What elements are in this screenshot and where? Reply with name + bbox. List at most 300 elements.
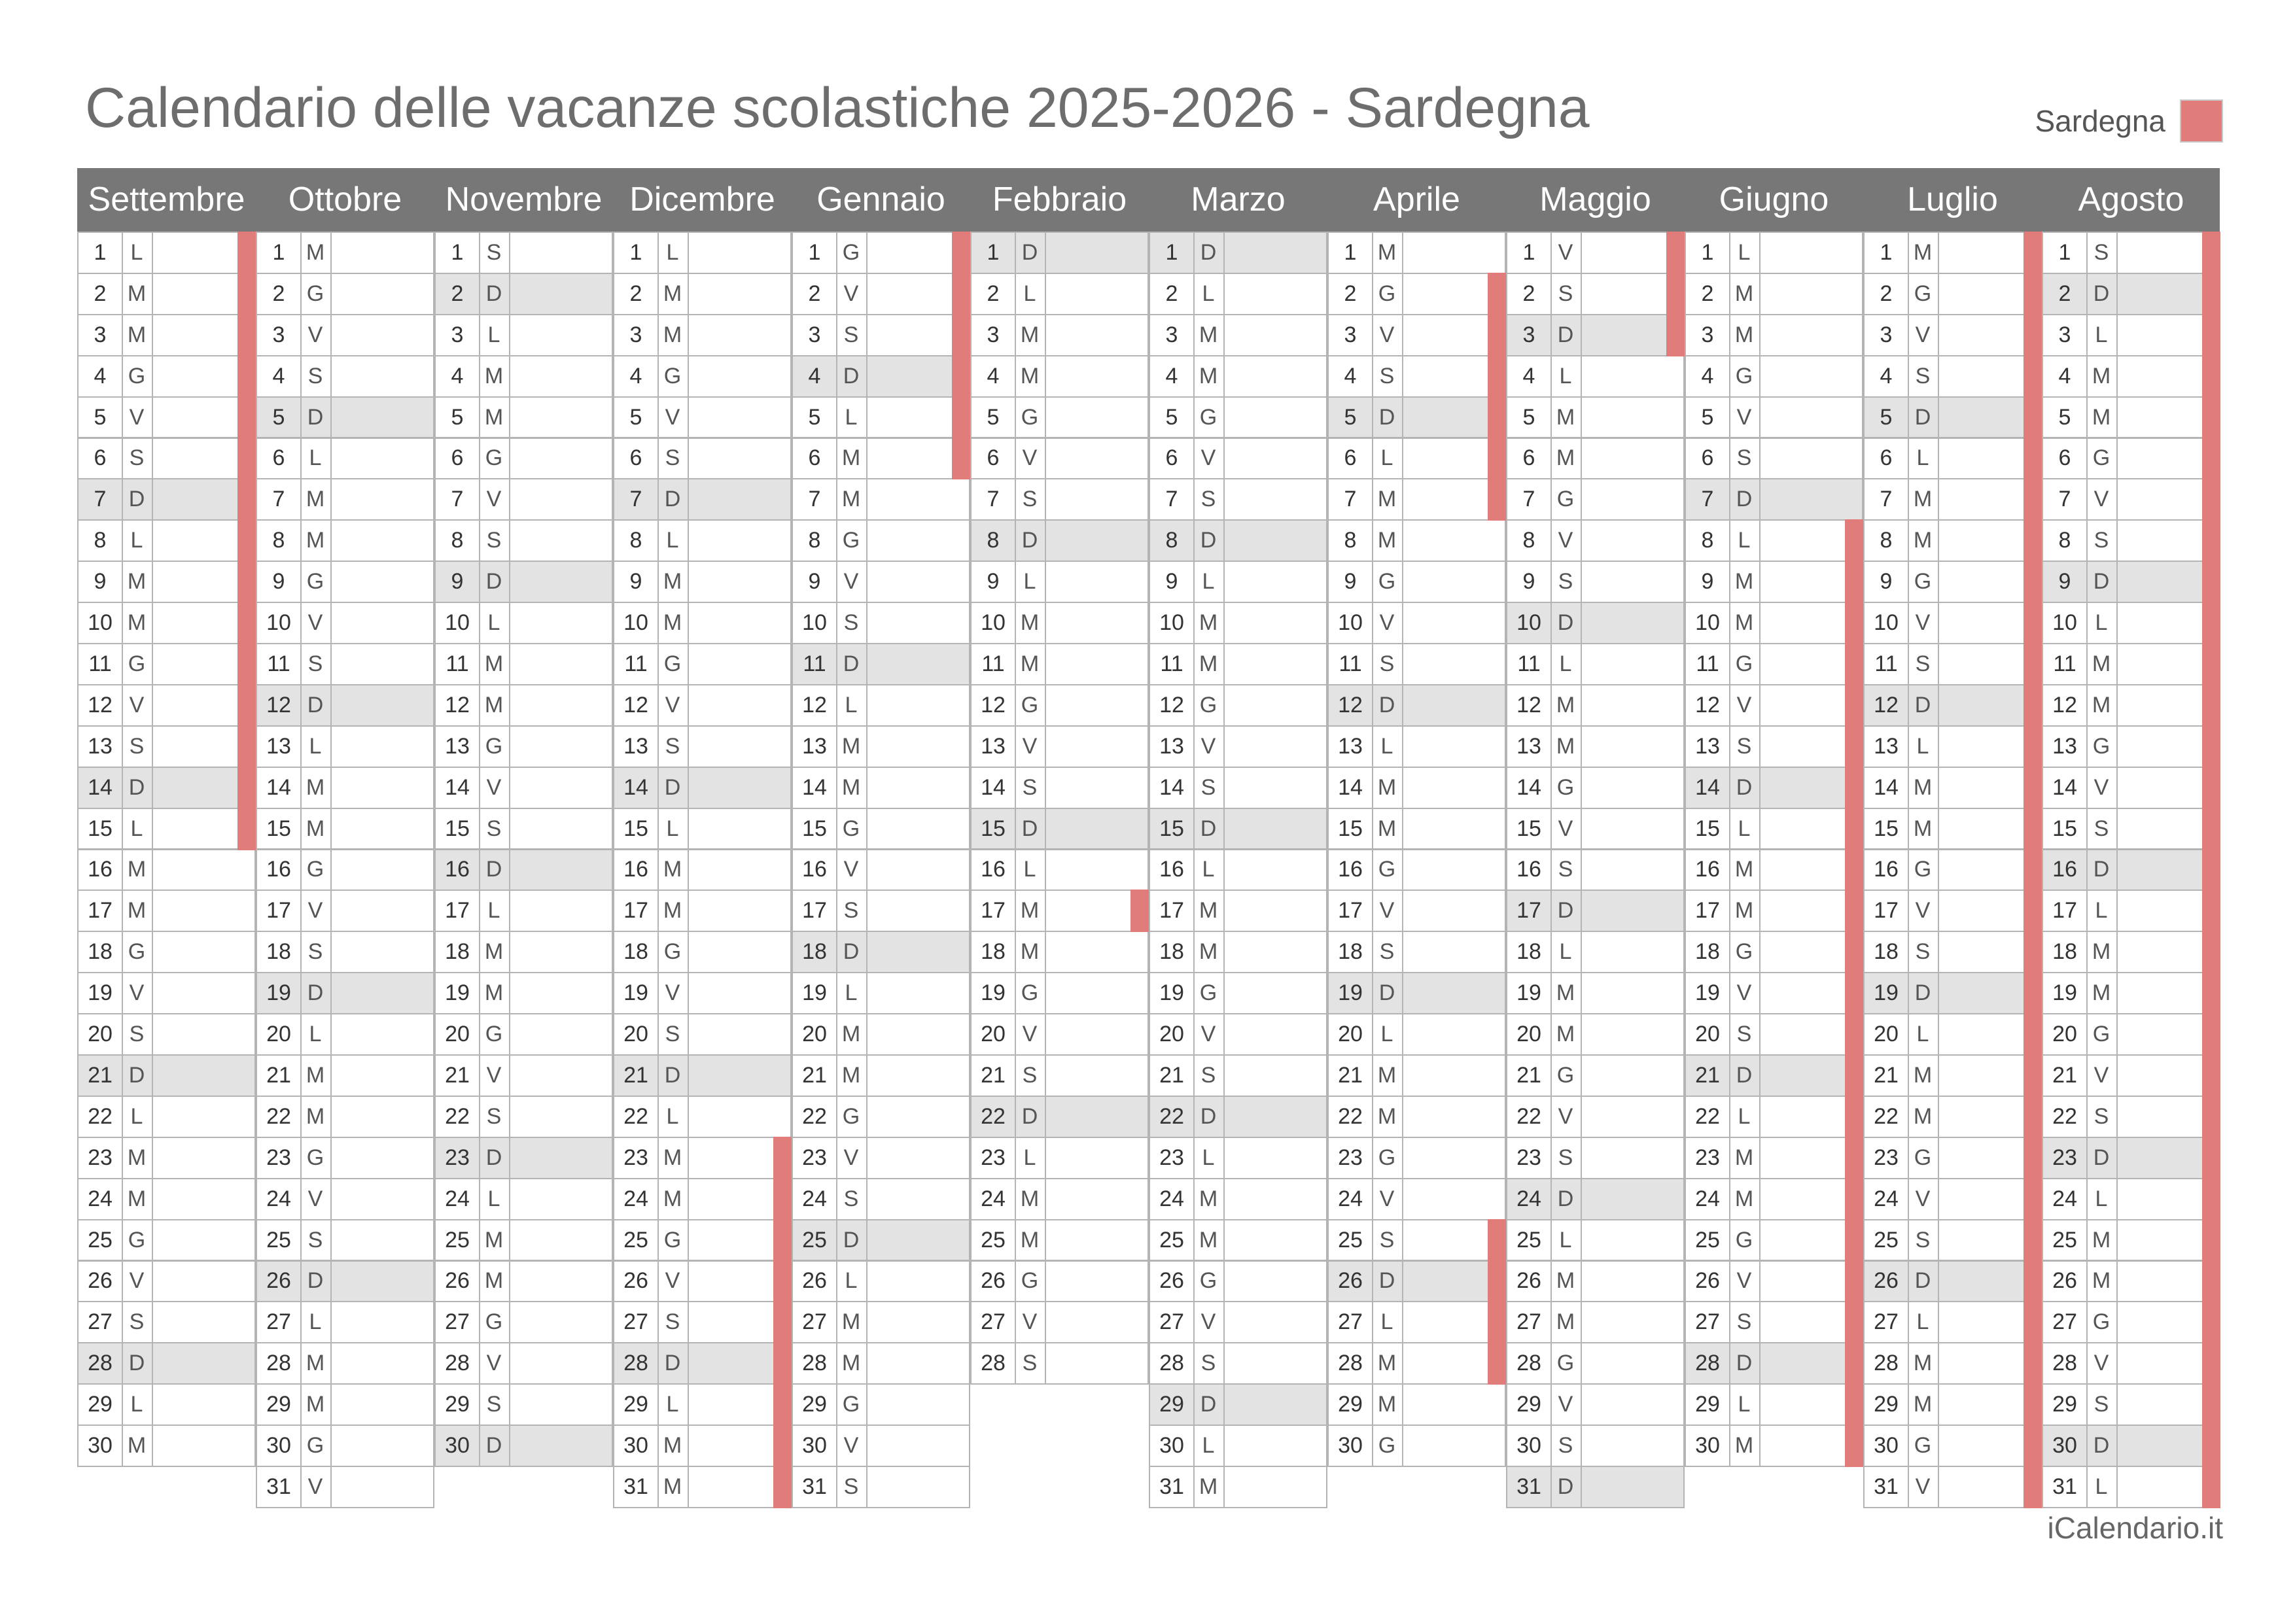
day-number: 26 <box>266 1268 291 1294</box>
month-header-aprile: Aprile <box>1373 181 1460 218</box>
day-number: 21 <box>981 1062 1006 1088</box>
day-cell <box>256 643 434 685</box>
day-number: 27 <box>2052 1309 2077 1335</box>
day-number: 8 <box>2058 528 2071 553</box>
day-cell <box>1506 684 1685 727</box>
day-cell <box>1506 355 1685 398</box>
day-letter: M <box>1913 816 1933 841</box>
month-header-gennaio: Gennaio <box>816 181 945 218</box>
day-cell <box>1863 1466 2042 1508</box>
day-cell <box>1863 972 2042 1014</box>
day-letter: M <box>306 1062 325 1088</box>
day-cell <box>256 1383 434 1426</box>
day-letter: V <box>1736 404 1752 430</box>
day-cell <box>2042 561 2220 603</box>
day-letter: G <box>1556 1351 1575 1376</box>
month-header-giugno: Giugno <box>1719 181 1829 218</box>
day-letter: M <box>1556 733 1575 759</box>
day-letter: M <box>1913 1062 1933 1088</box>
day-number: 27 <box>88 1309 113 1335</box>
day-cell <box>434 1096 613 1138</box>
day-number: 5 <box>1165 404 1178 430</box>
day-letter: M <box>1913 487 1933 512</box>
day-number: 17 <box>1338 898 1363 924</box>
day-number: 28 <box>1159 1351 1184 1376</box>
day-number: 11 <box>1339 651 1362 676</box>
day-number: 10 <box>802 610 827 636</box>
day-letter: L <box>130 528 143 553</box>
day-cell <box>2042 355 2220 398</box>
day-letter: L <box>845 1268 858 1294</box>
day-cell <box>1863 767 2042 809</box>
day-letter: M <box>306 1103 325 1129</box>
day-cell <box>1149 1013 1327 1056</box>
day-cell <box>1863 684 2042 727</box>
day-letter: S <box>129 1022 145 1047</box>
day-letter: L <box>666 1103 679 1129</box>
day-letter: V <box>1915 1186 1931 1211</box>
day-letter: D <box>307 692 324 717</box>
day-letter: D <box>1914 692 1931 717</box>
day-letter: S <box>1736 445 1752 471</box>
day-number: 15 <box>1695 816 1720 841</box>
day-number: 7 <box>2058 487 2071 512</box>
day-cell <box>1327 273 1506 315</box>
day-letter: G <box>1556 774 1575 800</box>
day-letter: G <box>2092 1022 2111 1047</box>
day-letter: M <box>1199 939 1218 965</box>
day-number: 18 <box>1516 939 1541 965</box>
day-number: 11 <box>88 651 112 676</box>
day-number: 19 <box>1874 980 1899 1006</box>
day-number: 9 <box>272 569 285 595</box>
day-letter: S <box>1736 1309 1752 1335</box>
day-cell <box>2042 1260 2220 1303</box>
day-letter: G <box>128 651 146 676</box>
day-number: 25 <box>266 1227 291 1253</box>
day-number: 27 <box>1516 1309 1541 1335</box>
day-letter: G <box>842 816 860 841</box>
day-letter: S <box>129 1309 145 1335</box>
day-cell <box>1863 1013 2042 1056</box>
day-letter: V <box>129 1268 145 1294</box>
day-number: 5 <box>451 404 464 430</box>
day-number: 12 <box>981 692 1006 717</box>
day-number: 27 <box>981 1309 1006 1335</box>
day-number: 15 <box>2052 816 2077 841</box>
day-cell <box>1685 1260 1863 1303</box>
day-cell <box>613 1301 792 1343</box>
day-number: 15 <box>1516 816 1541 841</box>
day-letter: M <box>1020 1186 1040 1211</box>
day-letter: V <box>129 692 145 717</box>
day-number: 11 <box>1874 651 1898 676</box>
day-cell <box>1149 1425 1327 1467</box>
day-cell <box>792 643 970 685</box>
day-cell <box>1863 314 2042 356</box>
day-letter: M <box>306 1351 325 1376</box>
day-number: 11 <box>267 651 290 676</box>
day-cell <box>1685 232 1863 274</box>
day-letter: D <box>1200 816 1217 841</box>
day-number: 20 <box>2052 1022 2077 1047</box>
day-number: 9 <box>1701 569 1714 595</box>
day-number: 24 <box>802 1186 827 1211</box>
day-cell <box>1863 931 2042 973</box>
day-letter: M <box>1199 1227 1218 1253</box>
day-cell <box>792 1178 970 1220</box>
day-number: 13 <box>1338 733 1363 759</box>
day-number: 5 <box>987 404 1000 430</box>
day-letter: D <box>664 1062 681 1088</box>
day-cell <box>1327 314 1506 356</box>
day-letter: L <box>309 1022 322 1047</box>
day-number: 5 <box>808 404 821 430</box>
day-cell <box>1327 1383 1506 1426</box>
day-letter: G <box>1021 980 1039 1006</box>
day-letter: S <box>129 445 145 471</box>
day-letter: S <box>1022 1351 1038 1376</box>
day-cell <box>1685 438 1863 480</box>
day-number: 1 <box>987 239 1000 265</box>
day-cell <box>2042 808 2220 850</box>
day-number: 10 <box>1516 610 1541 636</box>
day-cell <box>1149 1342 1327 1385</box>
day-cell <box>2042 931 2220 973</box>
day-cell <box>2042 890 2220 932</box>
day-cell <box>2042 725 2220 768</box>
day-cell <box>1506 232 1685 274</box>
day-letter: M <box>1556 980 1575 1006</box>
day-cell <box>1327 1301 1506 1343</box>
day-number: 30 <box>1874 1433 1899 1459</box>
day-number: 17 <box>1695 898 1720 924</box>
day-letter: V <box>1200 445 1216 471</box>
day-number: 20 <box>623 1022 648 1047</box>
day-cell <box>1149 643 1327 685</box>
day-number: 4 <box>1165 363 1178 389</box>
day-number: 5 <box>1344 404 1357 430</box>
day-number: 24 <box>1695 1186 1720 1211</box>
day-number: 23 <box>1516 1145 1541 1170</box>
day-number: 6 <box>1880 445 1893 471</box>
day-cell <box>434 684 613 727</box>
day-number: 22 <box>2052 1103 2077 1129</box>
vacation-bar <box>952 232 970 479</box>
day-number: 12 <box>1516 692 1541 717</box>
day-number: 28 <box>1874 1351 1899 1376</box>
day-number: 14 <box>1159 774 1184 800</box>
day-cell <box>434 1383 613 1426</box>
day-letter: M <box>1020 651 1040 676</box>
day-letter: V <box>1915 898 1931 924</box>
day-cell <box>1506 602 1685 644</box>
day-letter: L <box>130 1103 143 1129</box>
day-cell <box>434 561 613 603</box>
day-cell <box>1149 1219 1327 1262</box>
day-letter: M <box>306 528 325 553</box>
day-letter: D <box>1021 816 1038 841</box>
day-cell <box>1327 725 1506 768</box>
day-letter: M <box>1913 528 1933 553</box>
day-letter: V <box>1915 1474 1931 1499</box>
day-number: 7 <box>1344 487 1357 512</box>
day-letter: M <box>1199 363 1218 389</box>
day-cell <box>792 561 970 603</box>
day-letter: S <box>1022 774 1038 800</box>
day-number: 17 <box>88 898 113 924</box>
day-cell <box>1685 273 1863 315</box>
day-letter: L <box>1738 816 1751 841</box>
day-number: 25 <box>88 1227 113 1253</box>
day-cell <box>970 808 1149 850</box>
day-cell <box>256 1342 434 1385</box>
day-letter: D <box>2093 1433 2110 1459</box>
day-cell <box>613 1342 792 1385</box>
day-letter: M <box>484 939 504 965</box>
day-cell <box>1685 808 1863 850</box>
day-cell <box>77 561 256 603</box>
day-letter: V <box>486 1062 502 1088</box>
day-cell <box>1149 1260 1327 1303</box>
day-letter: G <box>663 651 682 676</box>
day-letter: S <box>665 445 680 471</box>
day-cell <box>1506 931 1685 973</box>
day-letter: L <box>487 898 500 924</box>
day-letter: L <box>1738 239 1751 265</box>
day-number: 22 <box>981 1103 1006 1129</box>
day-letter: G <box>1021 404 1039 430</box>
day-number: 2 <box>2058 281 2071 306</box>
day-number: 14 <box>1516 774 1541 800</box>
day-number: 18 <box>1338 939 1363 965</box>
day-letter: G <box>1378 281 1396 306</box>
day-number: 9 <box>1522 569 1535 595</box>
day-number: 26 <box>445 1268 470 1294</box>
day-letter: G <box>1199 1268 1218 1294</box>
day-number: 20 <box>1516 1022 1541 1047</box>
day-number: 16 <box>623 857 648 882</box>
day-number: 2 <box>1344 281 1357 306</box>
day-cell <box>613 1054 792 1097</box>
day-number: 15 <box>266 816 291 841</box>
day-cell <box>256 438 434 480</box>
day-cell <box>613 355 792 398</box>
day-number: 14 <box>802 774 827 800</box>
day-number: 17 <box>1874 898 1899 924</box>
day-letter: L <box>2095 1186 2108 1211</box>
day-letter: M <box>1734 857 1754 882</box>
day-letter: D <box>485 857 502 882</box>
day-cell <box>1685 1013 1863 1056</box>
day-cell <box>1506 1425 1685 1467</box>
day-cell <box>1149 232 1327 274</box>
day-letter: M <box>306 816 325 841</box>
day-number: 29 <box>1159 1392 1184 1417</box>
day-cell <box>613 478 792 521</box>
day-letter: V <box>486 774 502 800</box>
day-number: 6 <box>272 445 285 471</box>
day-cell <box>1149 684 1327 727</box>
day-letter: S <box>307 1227 323 1253</box>
day-letter: V <box>2094 1351 2109 1376</box>
day-letter: V <box>486 1351 502 1376</box>
day-letter: V <box>1200 733 1216 759</box>
day-number: 1 <box>94 239 107 265</box>
day-number: 14 <box>1695 774 1720 800</box>
day-letter: V <box>2094 487 2109 512</box>
day-number: 15 <box>802 816 827 841</box>
day-number: 23 <box>623 1145 648 1170</box>
day-cell <box>434 602 613 644</box>
day-number: 22 <box>1695 1103 1720 1129</box>
day-cell <box>434 725 613 768</box>
day-letter: S <box>1200 1351 1216 1376</box>
day-cell <box>1149 355 1327 398</box>
day-letter: D <box>128 487 145 512</box>
day-letter: G <box>1378 1145 1396 1170</box>
day-cell <box>434 273 613 315</box>
day-cell <box>792 396 970 439</box>
day-number: 27 <box>266 1309 291 1335</box>
day-letter: V <box>1022 733 1038 759</box>
day-cell <box>1685 1178 1863 1220</box>
day-cell <box>1863 232 2042 274</box>
day-cell <box>1506 1342 1685 1385</box>
day-cell <box>256 355 434 398</box>
day-number: 4 <box>451 363 464 389</box>
day-cell <box>1149 808 1327 850</box>
day-number: 14 <box>445 774 470 800</box>
day-number: 8 <box>1165 528 1178 553</box>
day-cell <box>2042 1137 2220 1179</box>
day-letter: D <box>2093 857 2110 882</box>
day-number: 14 <box>2052 774 2077 800</box>
day-number: 16 <box>1338 857 1363 882</box>
day-letter: D <box>1557 1474 1574 1499</box>
day-cell <box>2042 849 2220 891</box>
day-cell <box>2042 972 2220 1014</box>
day-letter: M <box>1913 1103 1933 1129</box>
day-cell <box>1506 1301 1685 1343</box>
day-cell <box>434 519 613 562</box>
day-letter: M <box>1377 239 1397 265</box>
day-letter: D <box>485 281 502 306</box>
day-cell <box>2042 1219 2220 1262</box>
day-number: 2 <box>808 281 821 306</box>
day-cell <box>1327 643 1506 685</box>
day-number: 25 <box>1338 1227 1363 1253</box>
day-letter: G <box>1378 1433 1396 1459</box>
day-letter: L <box>1916 445 1929 471</box>
day-number: 27 <box>445 1309 470 1335</box>
day-cell <box>792 314 970 356</box>
day-letter: L <box>1202 569 1215 595</box>
day-number: 31 <box>1516 1474 1541 1499</box>
day-letter: S <box>1200 774 1216 800</box>
day-number: 20 <box>802 1022 827 1047</box>
day-number: 14 <box>1874 774 1899 800</box>
day-cell <box>2042 1425 2220 1467</box>
day-cell <box>1327 931 1506 973</box>
day-number: 28 <box>802 1351 827 1376</box>
day-cell <box>2042 602 2220 644</box>
day-cell <box>1506 849 1685 891</box>
day-number: 6 <box>987 445 1000 471</box>
day-letter: M <box>127 1186 147 1211</box>
day-letter: D <box>485 569 502 595</box>
day-cell <box>2042 767 2220 809</box>
day-letter: V <box>1022 445 1038 471</box>
day-letter: S <box>1915 651 1931 676</box>
day-cell <box>613 1178 792 1220</box>
day-letter: L <box>1202 1433 1215 1459</box>
day-number: 21 <box>802 1062 827 1088</box>
day-number: 8 <box>1880 528 1893 553</box>
day-number: 21 <box>88 1062 113 1088</box>
day-number: 5 <box>2058 404 2071 430</box>
day-number: 6 <box>2058 445 2071 471</box>
day-letter: M <box>484 692 504 717</box>
day-letter: S <box>486 1103 502 1129</box>
day-number: 10 <box>981 610 1006 636</box>
day-letter: V <box>1915 610 1931 636</box>
day-cell <box>77 684 256 727</box>
day-number: 9 <box>1880 569 1893 595</box>
day-letter: M <box>1734 1186 1754 1211</box>
day-cell <box>792 849 970 891</box>
day-cell <box>970 273 1149 315</box>
day-cell <box>77 1137 256 1179</box>
day-cell <box>1863 1054 2042 1097</box>
day-letter: G <box>128 939 146 965</box>
day-letter: L <box>2095 610 2108 636</box>
day-cell <box>1149 890 1327 932</box>
day-letter: M <box>1913 774 1933 800</box>
day-letter: S <box>1379 939 1395 965</box>
day-letter: L <box>1738 528 1751 553</box>
day-letter: S <box>1379 1227 1395 1253</box>
day-cell <box>970 602 1149 644</box>
day-letter: S <box>307 939 323 965</box>
day-number: 30 <box>445 1433 470 1459</box>
day-letter: L <box>845 980 858 1006</box>
day-number: 19 <box>266 980 291 1006</box>
day-number: 28 <box>1338 1351 1363 1376</box>
day-letter: M <box>841 1309 861 1335</box>
day-number: 21 <box>1874 1062 1899 1088</box>
day-cell <box>970 643 1149 685</box>
day-cell <box>613 1013 792 1056</box>
month-header-febbraio: Febbraio <box>992 181 1127 218</box>
day-letter: V <box>1558 239 1573 265</box>
day-cell <box>1863 890 2042 932</box>
day-cell <box>256 478 434 521</box>
day-number: 6 <box>1165 445 1178 471</box>
day-letter: V <box>1736 980 1752 1006</box>
day-cell <box>1327 1096 1506 1138</box>
day-cell <box>970 931 1149 973</box>
day-number: 26 <box>1159 1268 1184 1294</box>
day-cell <box>256 890 434 932</box>
day-letter: M <box>663 1186 682 1211</box>
day-number: 30 <box>2052 1433 2077 1459</box>
day-number: 25 <box>445 1227 470 1253</box>
day-number: 23 <box>2052 1145 2077 1170</box>
day-letter: M <box>841 1062 861 1088</box>
day-letter: G <box>1021 692 1039 717</box>
day-letter: L <box>1023 281 1036 306</box>
